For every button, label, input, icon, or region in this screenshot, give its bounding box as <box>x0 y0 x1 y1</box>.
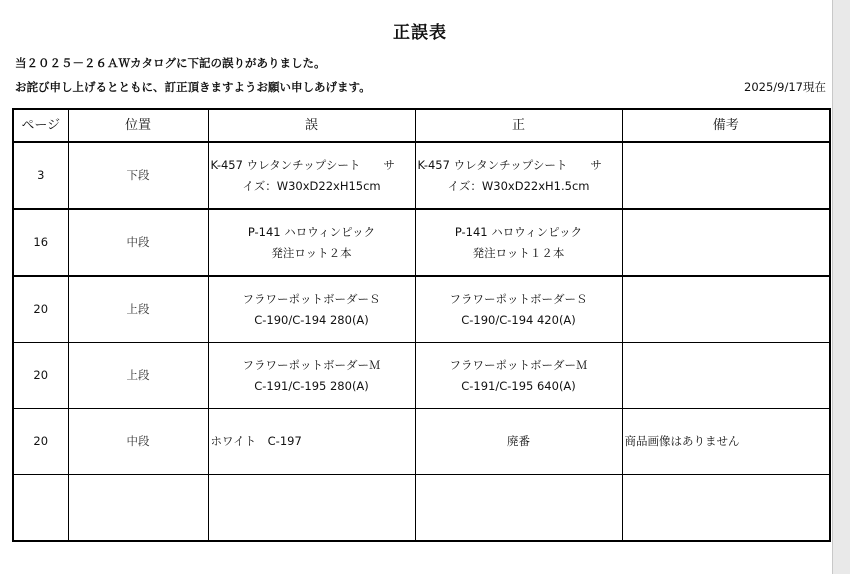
table-header-row <box>13 109 830 142</box>
table-row <box>13 343 830 409</box>
page-title: 正誤表 <box>393 23 447 43</box>
cell-remarks <box>622 343 830 409</box>
cell-correct-line2: C-190/C-194 420(A) <box>461 312 576 327</box>
cell-page: 16 <box>13 209 68 276</box>
cell-empty <box>415 475 622 542</box>
cell-correct <box>415 209 622 276</box>
cell-wrong-line1: K-457 ウレタンチップシート サ <box>210 157 395 172</box>
cell-position: 中段 <box>68 409 208 475</box>
cell-correct-line2: イズ：W30xD22xH1.5cm <box>447 178 590 193</box>
cell-wrong-line1: フラワーポットボーダーＳ <box>242 291 381 306</box>
cell-correct <box>415 276 622 343</box>
cell-correct: 廃番 <box>415 409 622 475</box>
cell-correct-line1: P-141 ハロウィンピック <box>454 224 583 239</box>
table-row <box>13 142 830 209</box>
cell-correct-line2: 発注ロット１２本 <box>472 245 565 260</box>
cell-remarks <box>622 209 830 276</box>
date-note: 2025/9/17現在 <box>744 80 826 94</box>
cell-wrong-line2: C-191/C-195 280(A) <box>254 378 369 393</box>
header-remarks: 備考 <box>622 109 830 142</box>
cell-empty <box>208 475 415 542</box>
cell-remarks: 商品画像はありません <box>622 409 830 475</box>
errata-table <box>12 108 831 542</box>
table-row <box>13 276 830 343</box>
header-wrong: 誤 <box>208 109 415 142</box>
table-row <box>13 209 830 276</box>
cell-correct-line2: C-191/C-195 640(A) <box>461 378 576 393</box>
cell-wrong <box>208 276 415 343</box>
cell-page: 20 <box>13 343 68 409</box>
cell-wrong-line2: C-190/C-194 280(A) <box>254 312 369 327</box>
cell-wrong: ホワイト C-197 <box>208 409 415 475</box>
cell-wrong <box>208 343 415 409</box>
cell-position: 上段 <box>68 276 208 343</box>
table-row-empty <box>13 475 830 542</box>
table-row <box>13 409 830 475</box>
cell-page: 20 <box>13 276 68 343</box>
cell-page: 3 <box>13 142 68 209</box>
cell-wrong-line2: イズ：W30xD22xH15cm <box>242 178 381 193</box>
cell-wrong-line2: 発注ロット２本 <box>271 245 352 260</box>
cell-wrong-line1: フラワーポットボーダーＭ <box>242 357 381 372</box>
cell-position: 上段 <box>68 343 208 409</box>
cell-remarks <box>622 276 830 343</box>
cell-position: 中段 <box>68 209 208 276</box>
cell-remarks <box>622 142 830 209</box>
cell-empty <box>13 475 68 542</box>
cell-wrong <box>208 209 415 276</box>
cell-wrong <box>208 142 415 209</box>
cell-correct <box>415 142 622 209</box>
cell-position: 下段 <box>68 142 208 209</box>
scroll-edge <box>832 0 850 574</box>
cell-correct-line1: フラワーポットボーダーＭ <box>449 357 588 372</box>
intro-line-1: 当２０２５－２６ＡＷカタログに下記の誤りがありました。 <box>15 56 326 70</box>
header-page: ページ <box>13 109 68 142</box>
cell-empty <box>622 475 830 542</box>
cell-correct-line1: K-457 ウレタンチップシート サ <box>417 157 602 172</box>
cell-wrong-line1: P-141 ハロウィンピック <box>247 224 376 239</box>
cell-correct <box>415 343 622 409</box>
cell-empty <box>68 475 208 542</box>
header-correct: 正 <box>415 109 622 142</box>
intro-line-2: お詫び申し上げるとともに、訂正頂きますようお願い申しあげます。 <box>15 80 371 94</box>
cell-page: 20 <box>13 409 68 475</box>
cell-correct-line1: フラワーポットボーダーＳ <box>449 291 588 306</box>
header-position: 位置 <box>68 109 208 142</box>
